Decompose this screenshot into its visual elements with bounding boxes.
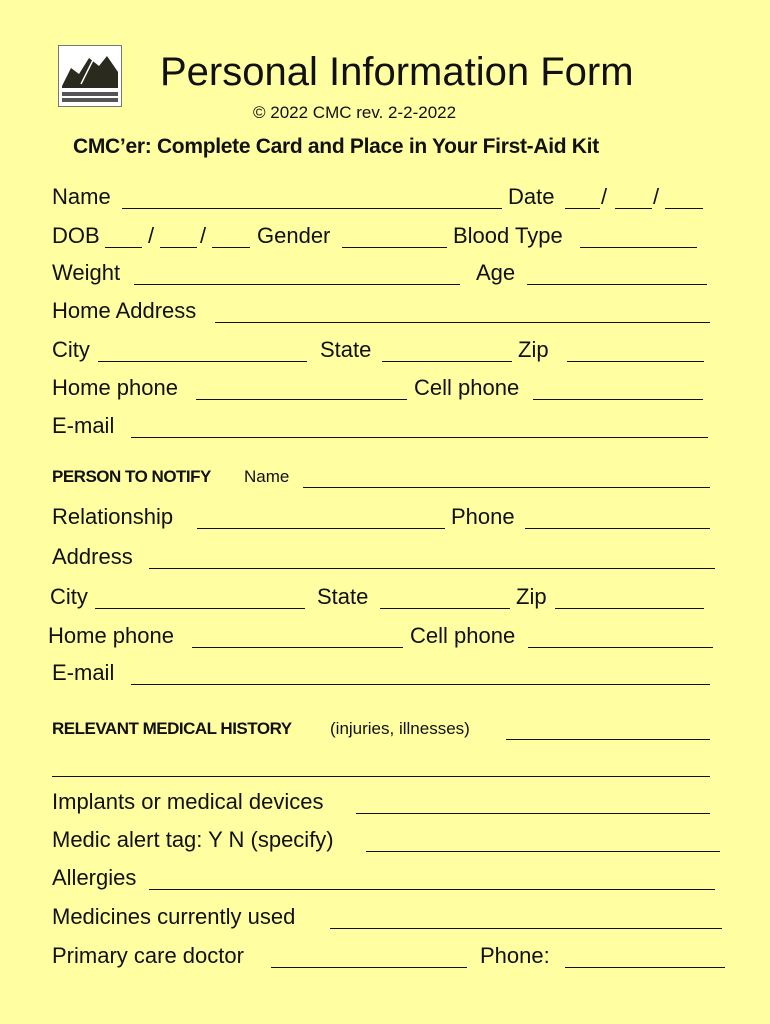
notify-phone-label: Phone xyxy=(451,504,515,529)
dob-label: DOB xyxy=(52,223,100,248)
state-field[interactable] xyxy=(382,361,512,362)
notify-address-label: Address xyxy=(52,544,133,569)
dob-slash: / xyxy=(148,223,155,248)
medical-history-note: (injuries, illnesses) xyxy=(330,719,470,738)
email-label: E-mail xyxy=(52,413,115,438)
blood-type-field[interactable] xyxy=(580,247,697,248)
notify-zip-field[interactable] xyxy=(555,608,704,609)
notify-name-label: Name xyxy=(244,467,290,486)
notify-state-field[interactable] xyxy=(380,608,510,609)
home-address-label: Home Address xyxy=(52,298,197,323)
dob-day-field[interactable] xyxy=(160,247,197,248)
doctor-field[interactable] xyxy=(271,967,467,968)
state-label: State xyxy=(320,337,372,362)
instructions-subtitle: CMC’er: Complete Card and Place in Your First-Aid Kit xyxy=(73,135,599,158)
weight-field[interactable] xyxy=(134,284,460,285)
home-phone-label: Home phone xyxy=(52,375,178,400)
notify-name-field[interactable] xyxy=(303,487,710,488)
implants-label: Implants or medical devices xyxy=(52,789,324,814)
notify-cell-phone-field[interactable] xyxy=(528,647,713,648)
notify-home-phone-label: Home phone xyxy=(48,623,174,648)
person-to-notify-heading: PERSON TO NOTIFY xyxy=(52,467,211,486)
city-label: City xyxy=(52,337,90,362)
doctor-phone-field[interactable] xyxy=(565,967,725,968)
name-field[interactable] xyxy=(122,208,502,209)
notify-phone-field[interactable] xyxy=(525,528,710,529)
notify-email-label: E-mail xyxy=(52,660,115,685)
gender-label: Gender xyxy=(257,223,331,248)
notify-cell-phone-label: Cell phone xyxy=(410,623,516,648)
date-year-field[interactable] xyxy=(665,208,703,209)
email-field[interactable] xyxy=(131,437,708,438)
doctor-phone-label: Phone: xyxy=(480,943,550,968)
notify-state-label: State xyxy=(317,584,369,609)
home-phone-field[interactable] xyxy=(196,399,407,400)
dob-year-field[interactable] xyxy=(212,247,250,248)
dob-month-field[interactable] xyxy=(105,247,142,248)
relationship-label: Relationship xyxy=(52,504,174,529)
notify-zip-label: Zip xyxy=(516,584,547,609)
date-month-field[interactable] xyxy=(565,208,600,209)
gender-field[interactable] xyxy=(342,247,447,248)
cell-phone-label: Cell phone xyxy=(414,375,520,400)
notify-email-field[interactable] xyxy=(131,684,710,685)
date-label: Date xyxy=(508,184,555,209)
allergies-label: Allergies xyxy=(52,865,137,890)
page-title: Personal Information Form xyxy=(160,50,634,94)
medic-alert-label: Medic alert tag: Y N (specify) xyxy=(52,827,334,852)
dob-slash: / xyxy=(200,223,207,248)
copyright-revision: © 2022 CMC rev. 2-2-2022 xyxy=(253,103,457,122)
medical-history-heading: RELEVANT MEDICAL HISTORY xyxy=(52,719,292,738)
colorado-mountain-club-logo xyxy=(58,45,122,107)
city-field[interactable] xyxy=(98,361,307,362)
age-label: Age xyxy=(476,260,516,285)
medicines-label: Medicines currently used xyxy=(52,904,296,929)
notify-home-phone-field[interactable] xyxy=(192,647,403,648)
doctor-label: Primary care doctor xyxy=(52,943,244,968)
home-address-field[interactable] xyxy=(215,322,710,323)
notify-city-field[interactable] xyxy=(95,608,305,609)
weight-label: Weight xyxy=(52,260,121,285)
zip-label: Zip xyxy=(518,337,549,362)
date-slash: / xyxy=(601,184,608,209)
medical-history-field[interactable] xyxy=(506,739,710,740)
notify-address-field[interactable] xyxy=(149,568,715,569)
allergies-field[interactable] xyxy=(149,889,715,890)
cell-phone-field[interactable] xyxy=(533,399,703,400)
relationship-field[interactable] xyxy=(197,528,445,529)
blood-type-label: Blood Type xyxy=(453,223,563,248)
implants-field[interactable] xyxy=(356,813,710,814)
notify-city-label: City xyxy=(50,584,88,609)
age-field[interactable] xyxy=(527,284,707,285)
zip-field[interactable] xyxy=(567,361,704,362)
medical-history-field-line-2[interactable] xyxy=(52,776,710,777)
date-slash: / xyxy=(653,184,660,209)
medicines-field[interactable] xyxy=(330,928,722,929)
date-day-field[interactable] xyxy=(615,208,652,209)
name-label: Name xyxy=(52,184,111,209)
medic-alert-field[interactable] xyxy=(366,851,720,852)
